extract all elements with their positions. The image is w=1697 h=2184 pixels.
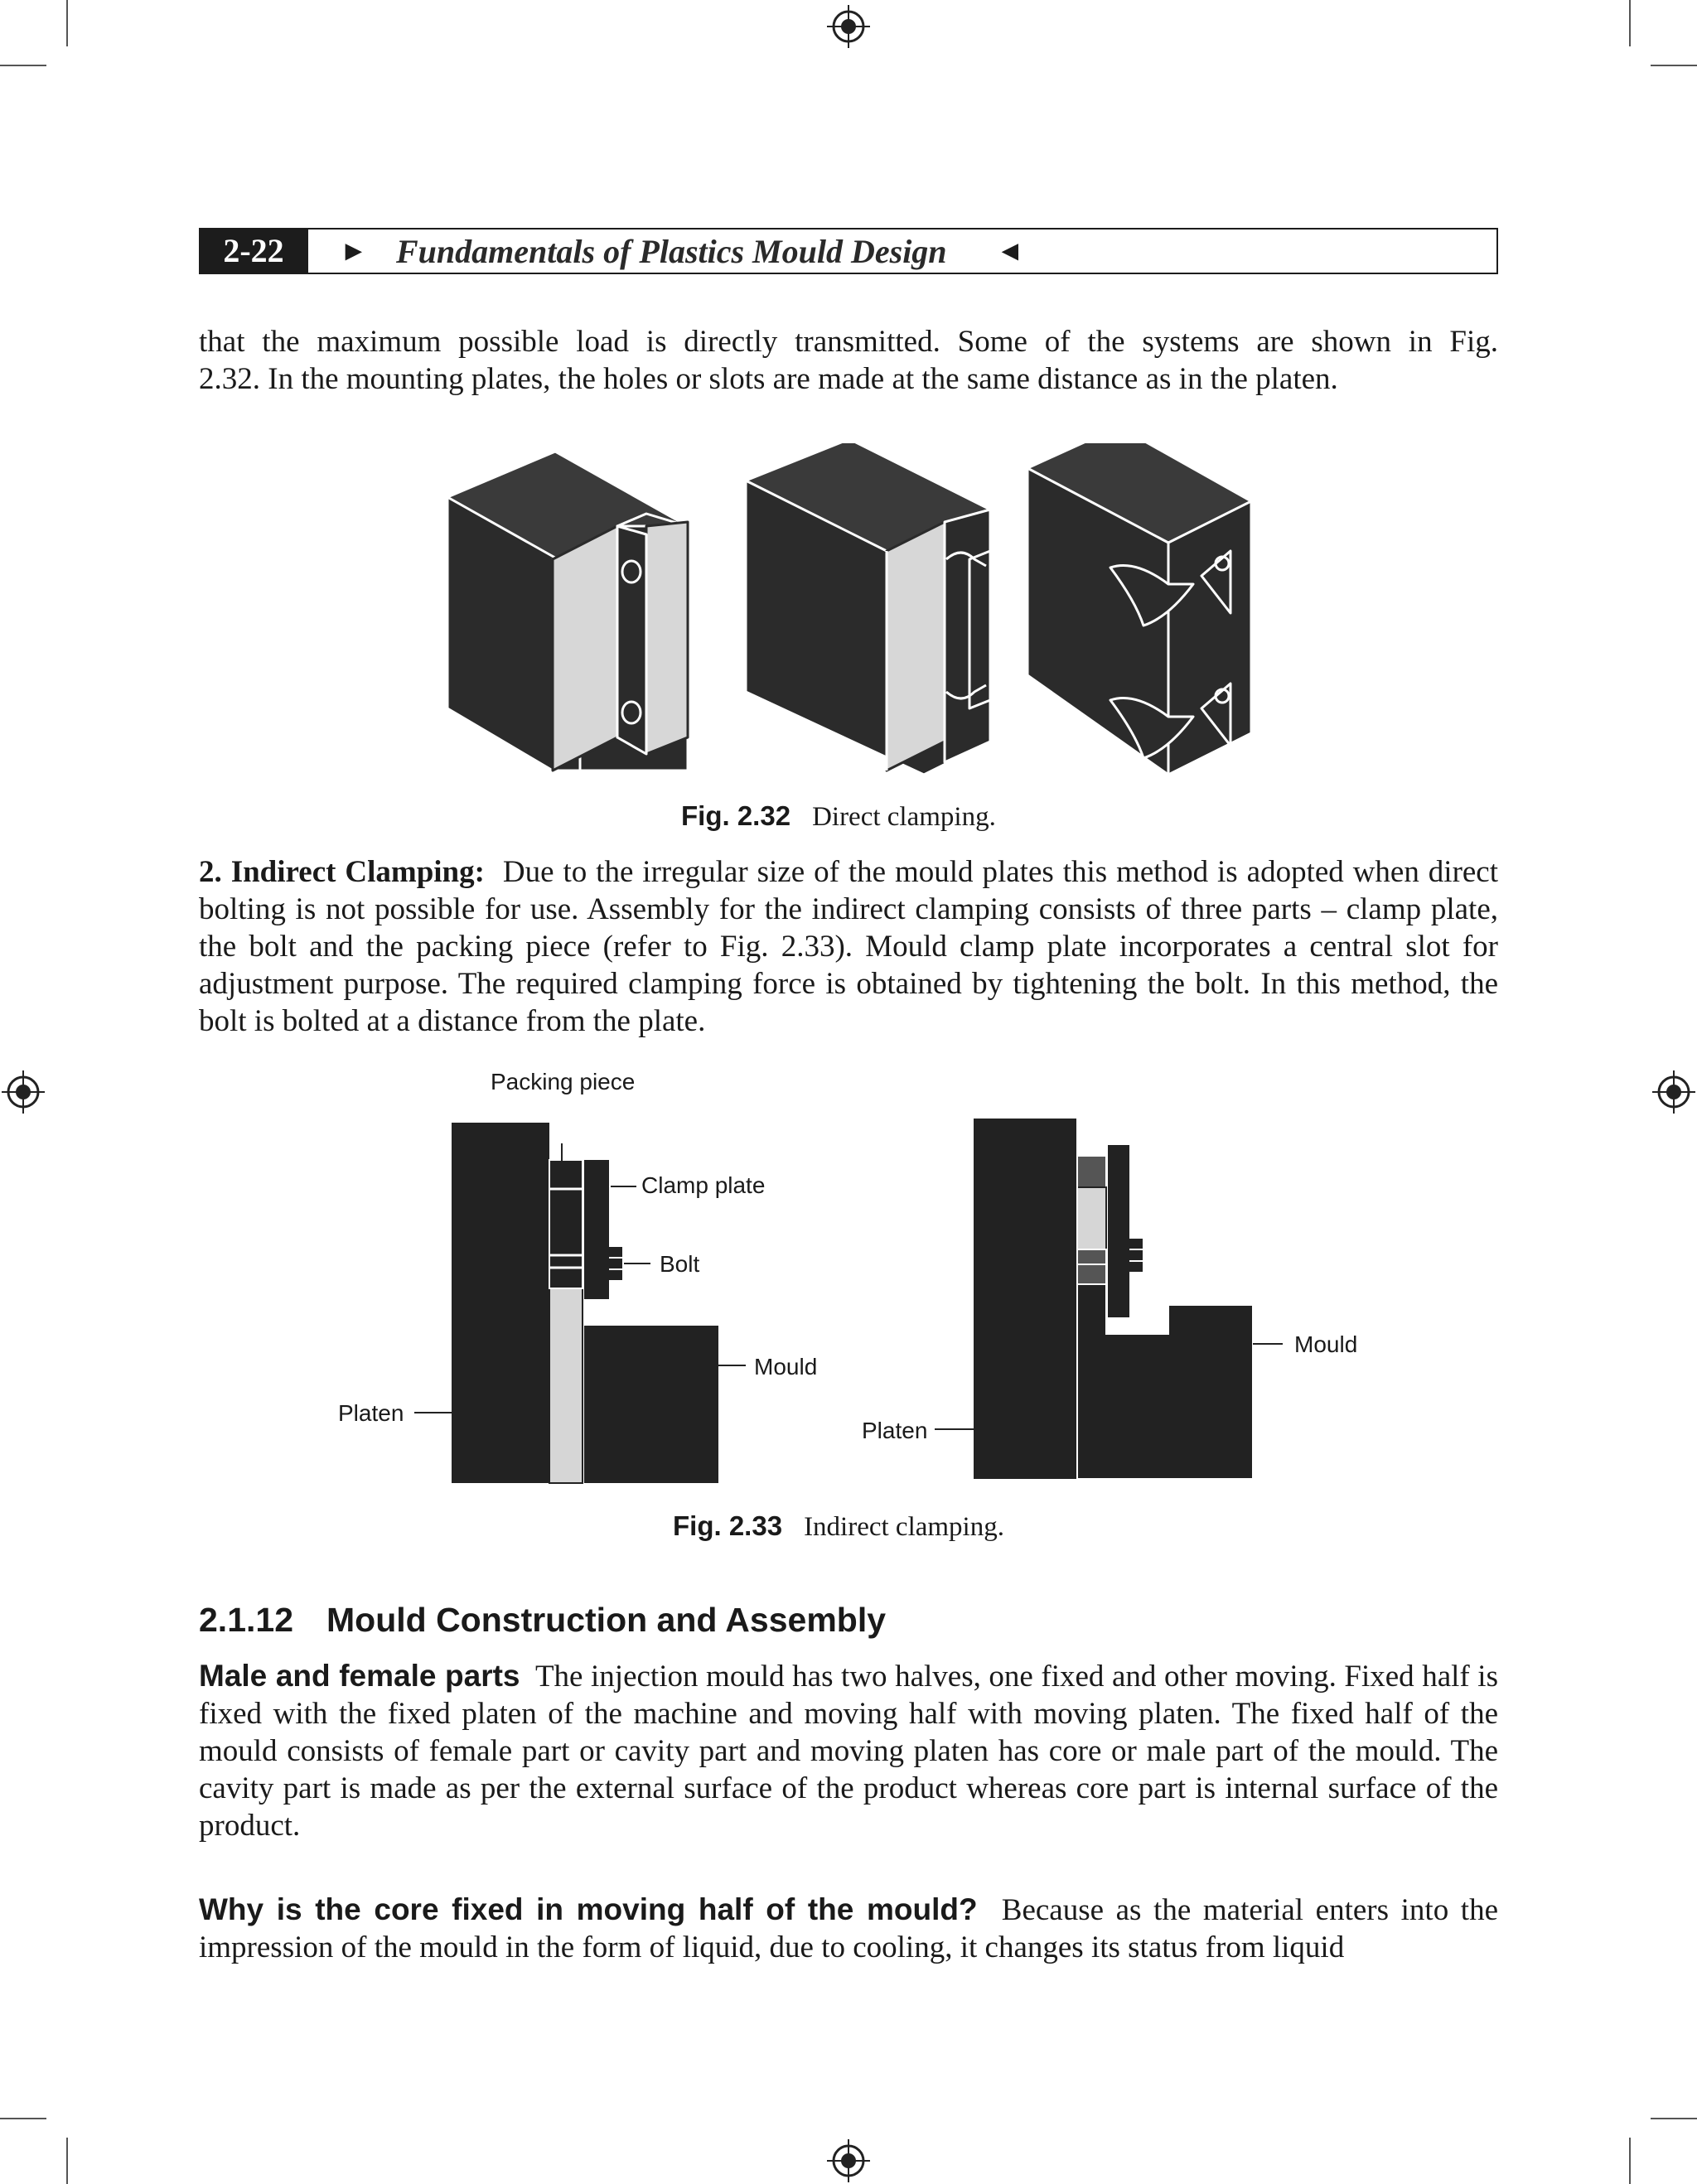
label-platen-left: Platen: [338, 1400, 404, 1426]
platen-right-shape: [974, 1119, 1077, 1479]
crop-mark: [66, 2138, 68, 2184]
section-heading: [199, 1599, 886, 1640]
male-female-paragraph: [199, 1657, 1498, 1844]
indirect-clamping-paragraph: [199, 853, 1498, 1040]
direct-clamp-block-2: [746, 443, 990, 775]
registration-mark-icon: [2, 1070, 45, 1114]
crop-mark: [1629, 2138, 1631, 2184]
book-title: Fundamentals of Plastics Mould Design: [396, 233, 947, 270]
crop-mark: [66, 0, 68, 46]
section-title: Mould Construction and Assembly: [326, 1601, 887, 1639]
platen-left-shape: [452, 1123, 549, 1483]
caption-text: Indirect clamping.: [804, 1512, 1004, 1542]
crop-mark: [1629, 0, 1631, 46]
mould-left-shape: [584, 1326, 718, 1483]
intro-line-2: 2.32. In the mounting plates, the holes or slots are made at the same distance as in the platen.: [199, 362, 1338, 396]
clamp-plate-right-shape: [1108, 1145, 1129, 1317]
paragraph-heading: Male and female parts: [199, 1659, 520, 1693]
registration-mark-icon: [827, 5, 870, 48]
paragraph-heading: 2. Indirect Clamping:: [199, 855, 485, 889]
paragraph-body: Because as the material enters into the impression of the mould in the form of liquid, due to cooling, it changes its status from liquid: [199, 1893, 1499, 1964]
paragraph-body: Due to the irregular size of the mould plates this method is adopted when direct bolting is not possible for use. Assembly for the indirect clamping consists of three parts – clamp plate, the bolt and the packing piece (refer to Fig. 2.33). Mould clamp plate incorporates a central slot for adjustment purpose. The required clamping force is obtained by tightening the bolt. In this method, the bolt is bolted at a distance from the plate.: [199, 855, 1499, 1038]
section-number: 2.1.12: [199, 1601, 293, 1639]
clamp-plate-shape: [584, 1160, 609, 1299]
packing-left-lower: [549, 1288, 583, 1483]
direct-clamp-block-1: [447, 452, 688, 771]
why-core-paragraph: [199, 1891, 1498, 1966]
direct-clamp-block-3: [1027, 443, 1251, 775]
registration-mark-icon: [1652, 1070, 1695, 1114]
crop-mark: [0, 65, 46, 66]
label-clamp-plate: Clamp plate: [641, 1172, 766, 1198]
figure-caption-2-32: [681, 800, 996, 833]
registration-mark-icon: [827, 2139, 870, 2182]
paragraph-heading: Why is the core fixed in moving half of the mould?: [199, 1892, 978, 1926]
right-arrow-icon: ►: [340, 236, 368, 267]
left-arrow-icon: ◄: [996, 236, 1024, 267]
crop-mark: [1651, 2118, 1697, 2119]
crop-mark: [1651, 65, 1697, 66]
bolt-head-shape: [609, 1247, 622, 1280]
crop-mark: [0, 2118, 46, 2119]
label-bolt: Bolt: [660, 1251, 700, 1277]
caption-text: Direct clamping.: [812, 802, 996, 832]
packing-piece-shape: [549, 1160, 583, 1288]
label-platen-right: Platen: [862, 1418, 928, 1443]
label-mould-left: Mould: [754, 1354, 818, 1379]
page-number: 2-22: [199, 228, 308, 274]
label-mould-right: Mould: [1294, 1331, 1358, 1357]
figure-direct-clamping: [439, 443, 1251, 783]
mould-right-shape: [1077, 1284, 1253, 1479]
figure-caption-2-33: [673, 1510, 1004, 1544]
bolt-right-shape: [1129, 1239, 1143, 1272]
caption-number: Fig. 2.33: [673, 1510, 783, 1541]
label-packing-piece: Packing piece: [491, 1069, 636, 1094]
caption-number: Fig. 2.32: [681, 800, 791, 831]
intro-line-1: that the maximum possible load is directly transmitted. Some of the systems are shown in Fig.: [199, 325, 1498, 359]
paragraph-body: The injection mould has two halves, one fixed and other moving. Fixed half is fixed with the fixed platen of the machine and moving half with moving platen. The fixed half of the mould consists of female part or cavity part and moving platen has core or male part of the mould. The cavity part is made as per the external surface of the product whereas core part is internal surface of the product.: [199, 1660, 1498, 1843]
